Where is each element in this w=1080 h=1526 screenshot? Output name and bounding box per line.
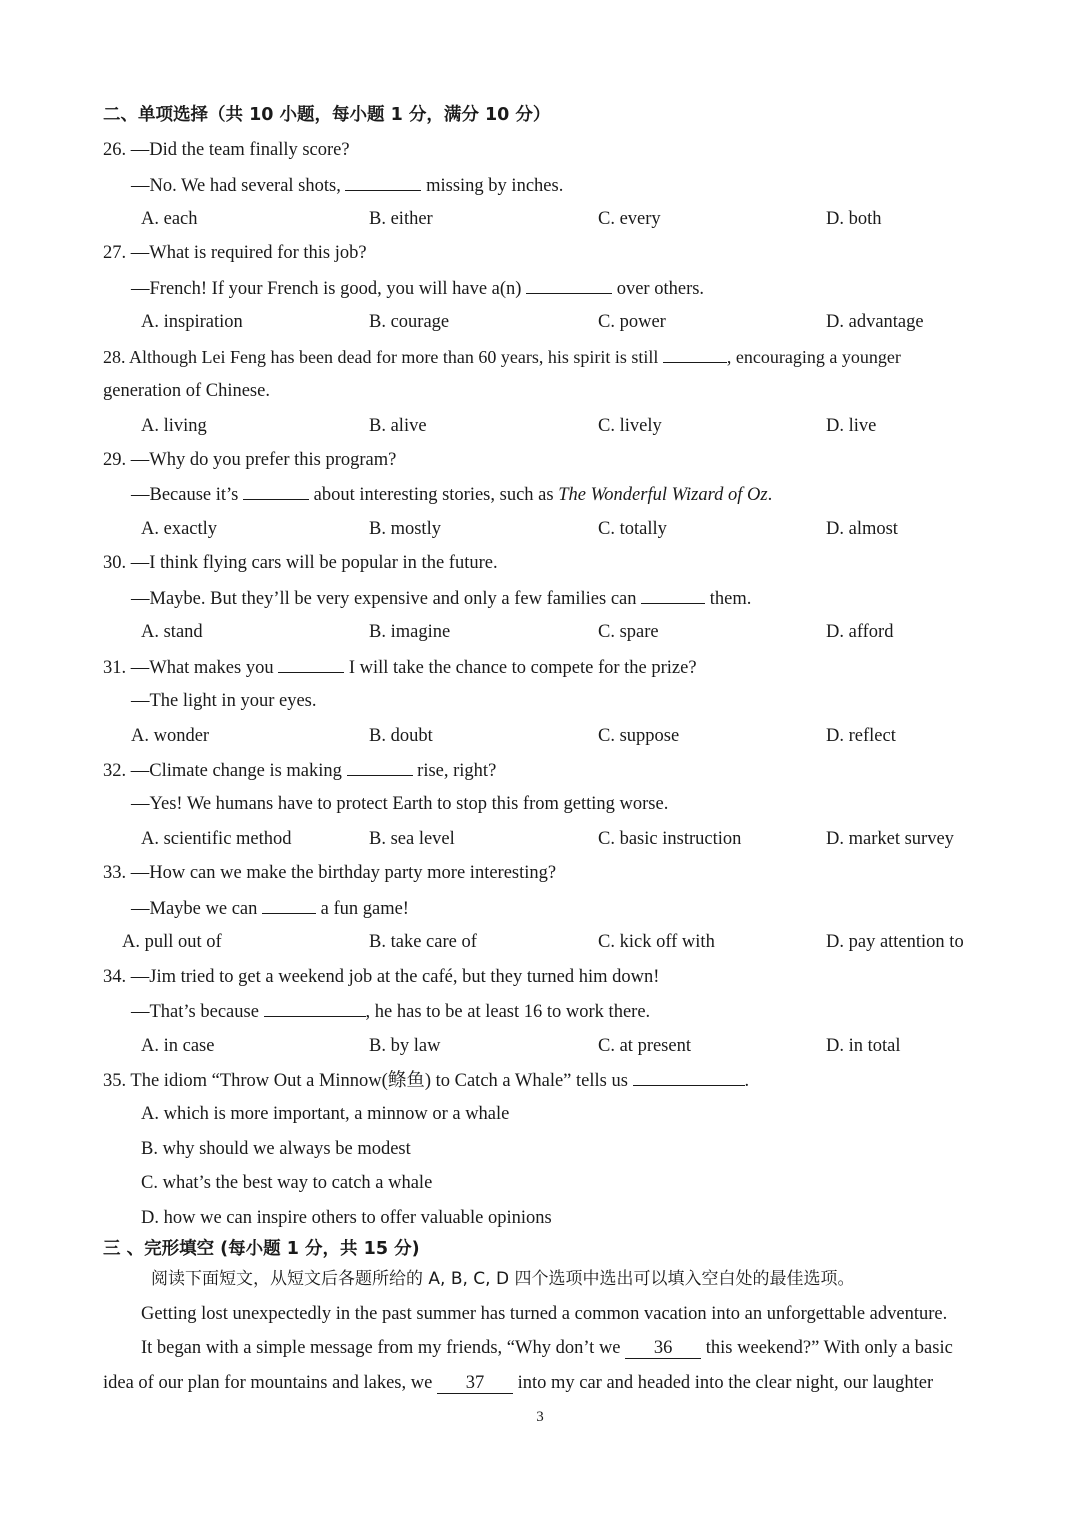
question-reply: —Yes! We humans have to protect Earth to stop this from getting worse. <box>131 794 669 814</box>
option-a: A. in case <box>141 1036 215 1056</box>
option-c: C. kick off with <box>598 932 715 952</box>
cloze-blank-37: 37 <box>437 1373 513 1394</box>
stem-text: 28. Although Lei Feng has been dead for more than 60 years, his spirit is still <box>103 347 659 367</box>
question-reply <box>131 483 772 506</box>
question-stem <box>103 759 496 782</box>
question-stem: 29. —Why do you prefer this program? <box>103 450 397 470</box>
reply-text: —Because it’s <box>131 485 239 505</box>
question-stem: 30. —I think flying cars will be popular in the future. <box>103 553 498 573</box>
option-d: D. almost <box>826 519 898 539</box>
option-b: B. courage <box>369 312 450 332</box>
option-c: C. suppose <box>598 726 680 746</box>
section-heading: 二、单项选择（共 10 小题，每小题 1 分，满分 10 分） <box>103 105 551 125</box>
option-a: A. wonder <box>131 726 210 746</box>
passage-text: idea of our plan for mountains and lakes, we <box>103 1373 433 1393</box>
answer-blank <box>526 277 612 294</box>
option-b: B. either <box>369 209 433 229</box>
option-b: B. alive <box>369 416 427 436</box>
question-reply <box>131 277 704 300</box>
stem-text: . <box>744 1071 750 1091</box>
option-a: A. stand <box>141 622 203 642</box>
reply-text: about interesting stories, such as <box>313 485 554 505</box>
reply-text: —Maybe. But they’ll be very expensive and only a few families can <box>131 589 637 609</box>
answer-blank <box>278 656 344 673</box>
option-a: A. each <box>141 209 198 229</box>
option-d: D. in total <box>826 1036 901 1056</box>
option-d: D. pay attention to <box>826 932 964 952</box>
question-stem: 26. —Did the team finally score? <box>103 140 350 160</box>
reply-text: . <box>767 485 773 505</box>
answer-blank <box>633 1069 745 1086</box>
option-a: A. inspiration <box>141 312 243 332</box>
section-heading: 三 、完形填空 (每小题 1 分，共 15 分) <box>103 1239 420 1259</box>
reply-text: a fun game! <box>320 899 409 919</box>
option-d: D. afford <box>826 622 894 642</box>
question-reply: —The light in your eyes. <box>131 691 317 711</box>
passage-line <box>141 1337 953 1359</box>
option-b: B. mostly <box>369 519 441 539</box>
option-c: C. at present <box>598 1036 691 1056</box>
answer-blank <box>345 174 421 191</box>
option-a: A. pull out of <box>122 932 222 952</box>
reply-text: —Maybe we can <box>131 899 258 919</box>
option-c: C. what’s the best way to catch a whale <box>141 1173 433 1193</box>
passage-line: Getting lost unexpectedly in the past summer has turned a common vacation into an unforgettable adventure. <box>141 1304 948 1324</box>
question-reply <box>131 587 751 610</box>
option-c: C. basic instruction <box>598 829 742 849</box>
option-d: D. reflect <box>826 726 896 746</box>
option-a: A. living <box>141 416 207 436</box>
answer-blank <box>347 759 413 776</box>
question-reply <box>131 174 563 197</box>
cloze-blank-36: 36 <box>625 1338 701 1359</box>
option-c: C. spare <box>598 622 659 642</box>
reply-text: —That’s because <box>131 1002 259 1022</box>
stem-text: 32. —Climate change is making <box>103 761 342 781</box>
stem-text: I will take the chance to compete for the prize? <box>348 658 697 678</box>
option-d: D. both <box>826 209 882 229</box>
passage-text: this weekend?” With only a basic <box>705 1338 953 1358</box>
option-d: D. advantage <box>826 312 924 332</box>
reply-text: , he has to be at least 16 to work there. <box>365 1002 651 1022</box>
answer-blank <box>264 1000 366 1017</box>
option-b: B. take care of <box>369 932 477 952</box>
option-a: A. scientific method <box>141 829 292 849</box>
passage-text: It began with a simple message from my friends, “Why don’t we <box>141 1338 621 1358</box>
passage-line <box>103 1372 933 1394</box>
question-stem <box>103 346 901 368</box>
option-b: B. imagine <box>369 622 451 642</box>
question-stem <box>103 1069 749 1092</box>
option-c: C. power <box>598 312 666 332</box>
stem-text: , encouraging a younger <box>726 347 901 367</box>
option-b: B. why should we always be modest <box>141 1139 411 1159</box>
reply-text: over others. <box>616 279 705 299</box>
answer-blank <box>262 897 316 914</box>
option-c: C. every <box>598 209 661 229</box>
question-stem-continued: generation of Chinese. <box>103 381 270 401</box>
option-b: B. sea level <box>369 829 455 849</box>
stem-text: rise, right? <box>417 761 497 781</box>
option-d: D. live <box>826 416 877 436</box>
question-reply <box>131 1000 650 1023</box>
question-stem <box>103 656 697 679</box>
stem-text: 31. —What makes you <box>103 658 274 678</box>
stem-text: 35. The idiom “Throw Out a Minnow(鲦鱼) to Catch a Whale” tells us <box>103 1071 628 1091</box>
question-reply <box>131 897 409 920</box>
option-a: A. which is more important, a minnow or a whale <box>141 1104 510 1124</box>
reply-text: missing by inches. <box>426 176 564 196</box>
answer-blank <box>641 587 705 604</box>
reply-text: —French! If your French is good, you will have a(n) <box>131 279 522 299</box>
reply-text: —No. We had several shots, <box>131 176 341 196</box>
option-c: C. totally <box>598 519 667 539</box>
option-a: A. exactly <box>141 519 218 539</box>
option-d: D. market survey <box>826 829 954 849</box>
option-d: D. how we can inspire others to offer valuable opinions <box>141 1208 552 1228</box>
question-stem: 33. —How can we make the birthday party more interesting? <box>103 863 557 883</box>
option-c: C. lively <box>598 416 662 436</box>
reply-text: them. <box>709 589 752 609</box>
question-stem: 34. —Jim tried to get a weekend job at the café, but they turned him down! <box>103 967 660 987</box>
page-number: 3 <box>536 1409 544 1425</box>
option-b: B. doubt <box>369 726 433 746</box>
section-instruction: 阅读下面短文，从短文后各题所给的 A, B, C, D 四个选项中选出可以填入空白处的最佳选项。 <box>151 1269 855 1289</box>
answer-blank <box>243 483 309 500</box>
question-stem: 27. —What is required for this job? <box>103 243 367 263</box>
passage-text: into my car and headed into the clear night, our laughter <box>517 1373 934 1393</box>
option-b: B. by law <box>369 1036 441 1056</box>
book-title: The Wonderful Wizard of Oz <box>558 485 768 505</box>
answer-blank <box>663 346 727 363</box>
